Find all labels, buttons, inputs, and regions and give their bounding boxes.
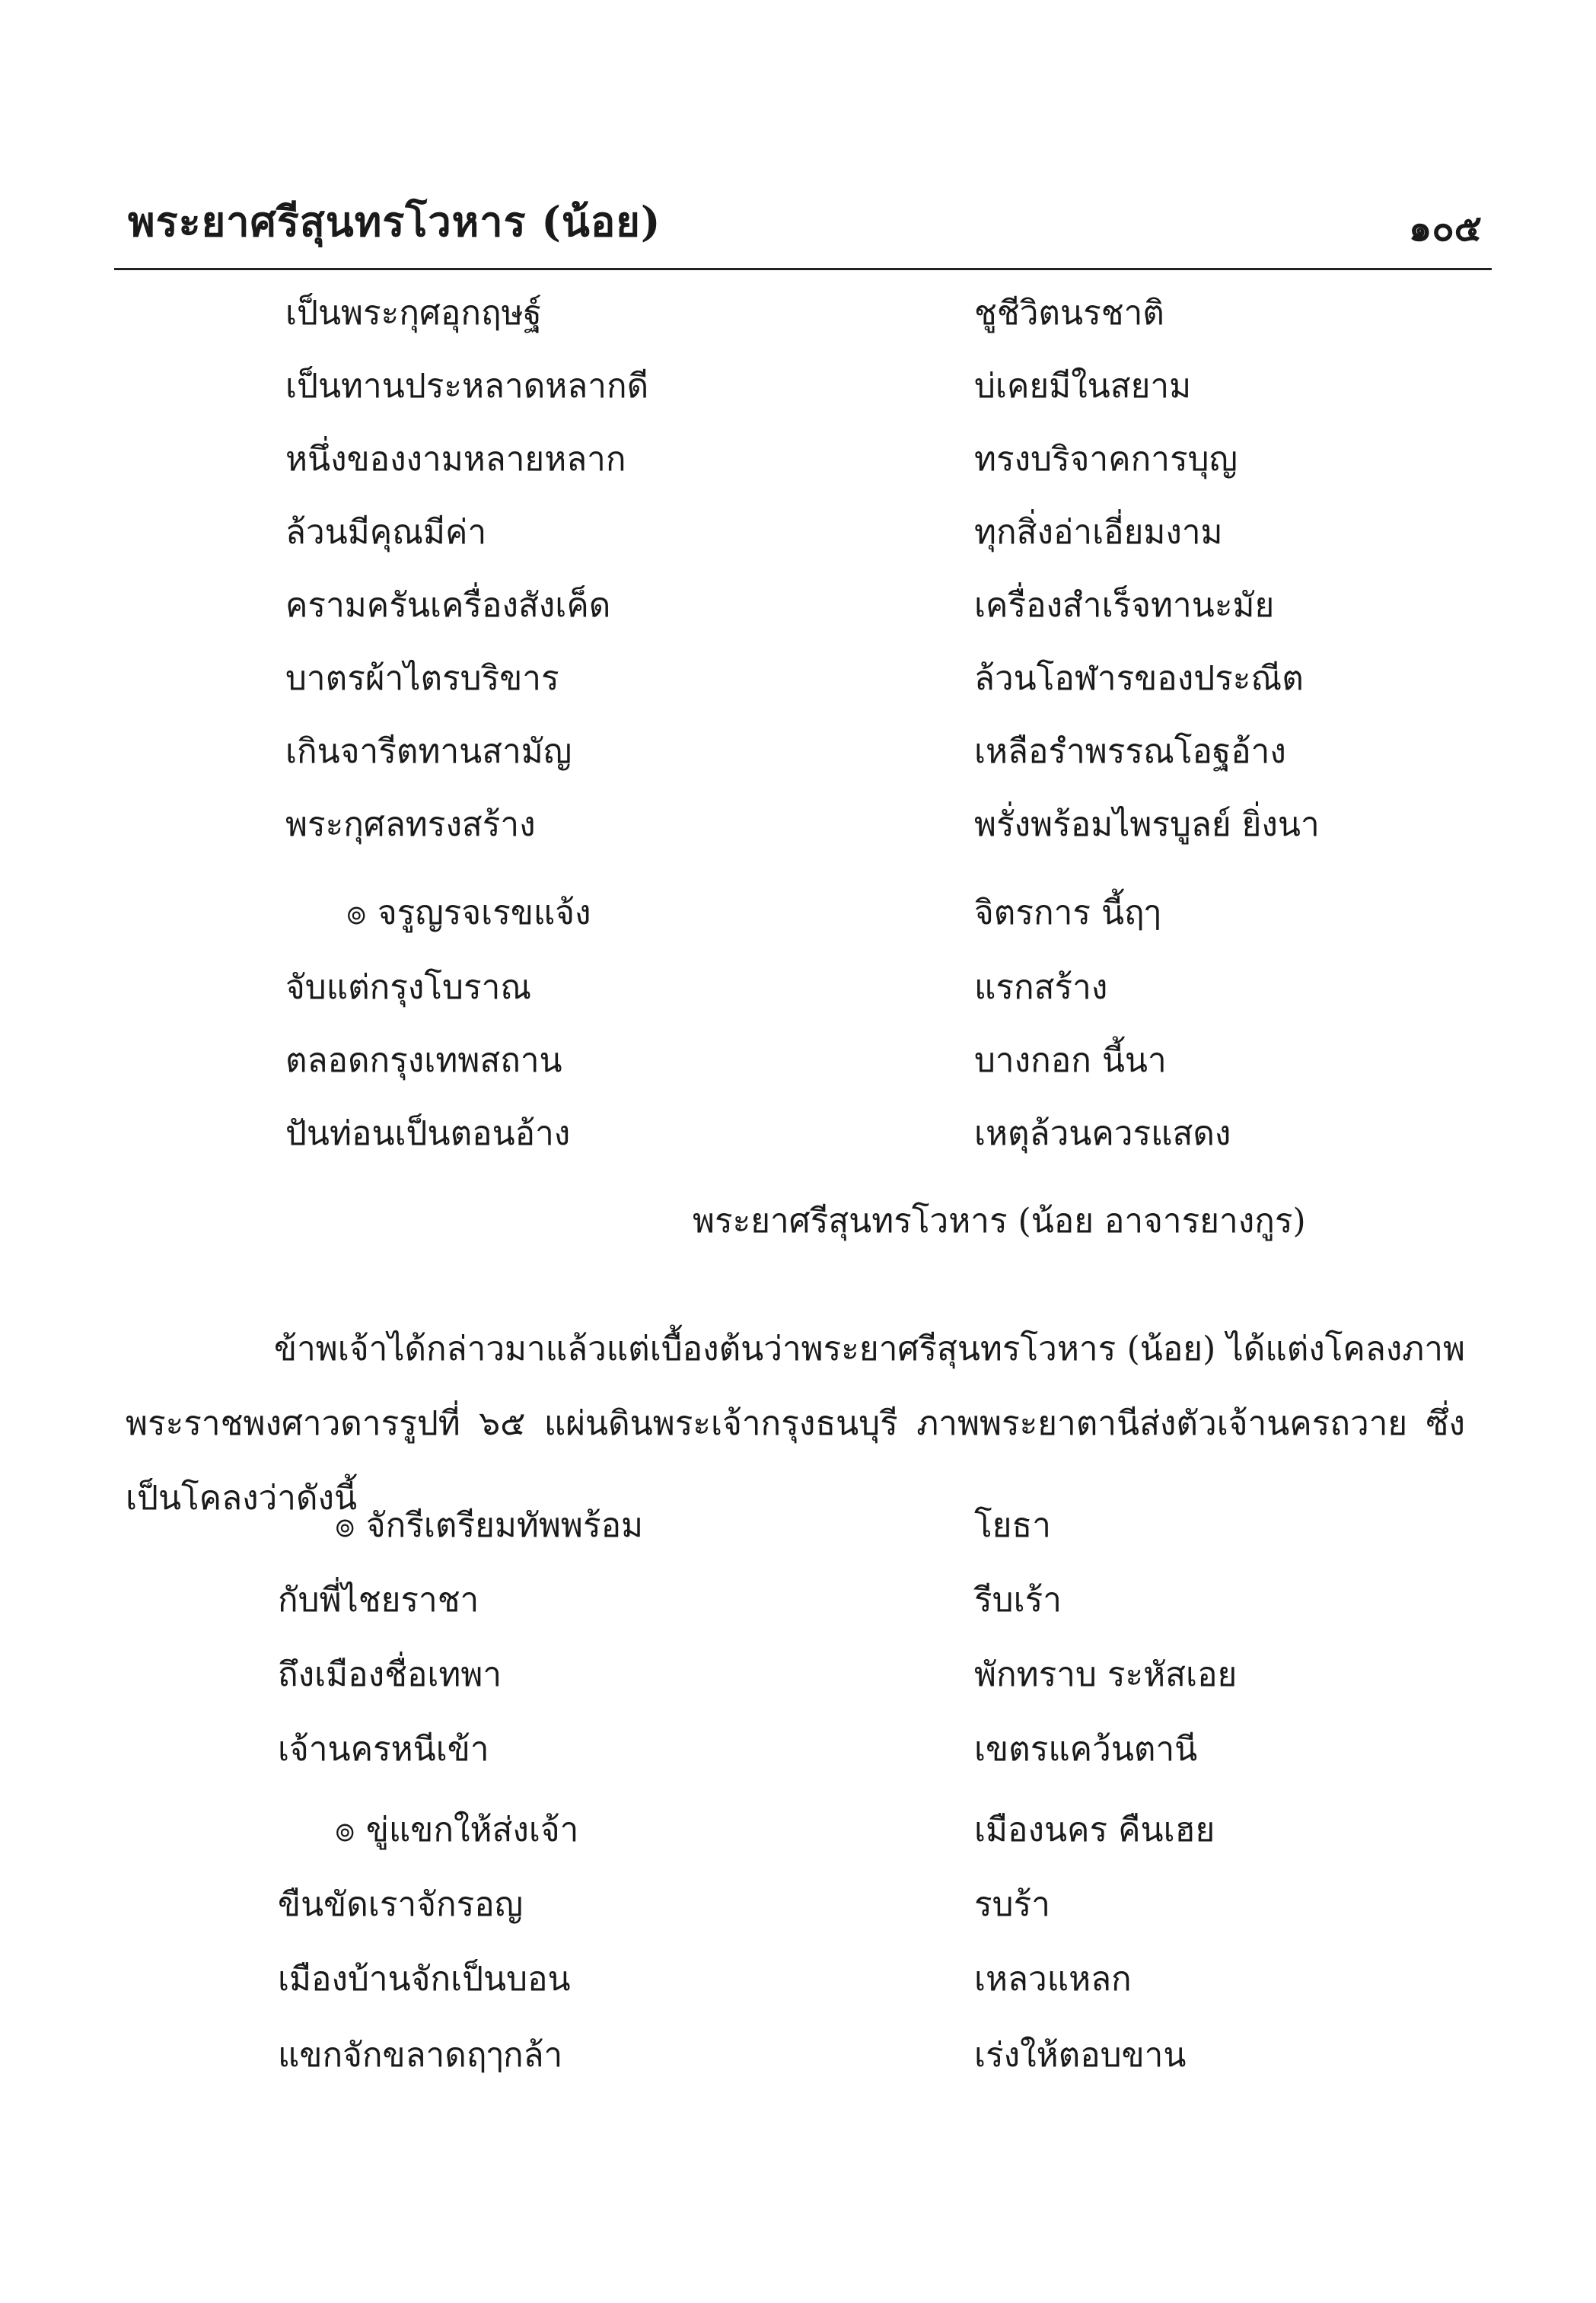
verse-line xyxy=(0,875,1596,951)
verse-line xyxy=(0,495,1596,571)
verse-right: ทรงบริจาคการบุญ xyxy=(974,440,1238,479)
verse-left: เมืองบ้านจักเป็นบอน xyxy=(278,1960,571,1999)
verse-line xyxy=(0,568,1596,644)
verse-left: เจ้านครหนีเข้า xyxy=(278,1730,489,1769)
verse-line xyxy=(0,276,1596,352)
verse-left: บาตรผ้าไตรบริขาร xyxy=(285,659,559,698)
verse-right: จิตรการ นี้ฤๅ xyxy=(974,893,1161,932)
verse-left: ๏ จักรีเตรียมทัพพร้อม xyxy=(335,1506,644,1545)
attribution: พระยาศรีสุนทรโวหาร (น้อย อาจารยางกูร) xyxy=(693,1202,1306,1241)
verse-line xyxy=(0,1488,1596,1564)
verse-left: ๏ ขู่แขกให้ส่งเจ้า xyxy=(335,1811,579,1849)
running-title: พระยาศรีสุนทรโวหาร (น้อย) xyxy=(128,197,661,246)
body-paragraph: ข้าพเจ้าได้กล่าวมาแล้วแต่เบื้องต้นว่าพระยาศรีสุนทรโวหาร (น้อย) ได้แต่งโคลงภาพพระราชพงศาวดารรูปที่ ๖๕ แผ่นดินพระเจ้ากรุงธนบุรี ภาพพระยาตานีส่งตัวเจ้านครถวาย ซึ่งเป็นโคลงว่าดังนี้ xyxy=(126,1330,1465,1518)
verse-left: แขกจักขลาดฤๅกล้า xyxy=(278,2036,563,2075)
verse-right: บางกอก นี้นา xyxy=(974,1041,1167,1080)
verse-left: ขืนขัดเราจักรอญ xyxy=(278,1885,524,1924)
verse-left: เป็นทานประหลาดหลากดี xyxy=(285,367,649,406)
page-number: ๑๐๕ xyxy=(1408,207,1482,250)
verse-right: รบร้า xyxy=(974,1885,1050,1924)
verse-line xyxy=(0,1941,1596,2018)
verse-left: กับพี่ไชยราชา xyxy=(278,1581,479,1620)
verse-line xyxy=(0,1096,1596,1172)
verse-right: เร่งให้ตอบขาน xyxy=(974,2036,1187,2075)
verse-left: ถึงเมืองชื่อเทพา xyxy=(278,1655,502,1694)
verse-left: เป็นพระกุศอุกฤษฐ์ xyxy=(285,294,542,333)
verse-line xyxy=(0,1792,1596,1868)
verse-left: ปันท่อนเป็นตอนอ้าง xyxy=(285,1114,571,1153)
verse-line xyxy=(0,950,1596,1026)
verse-line xyxy=(0,641,1596,717)
verse-line xyxy=(0,2018,1596,2094)
verse-right: เหลือรำพรรณโอฐอ้าง xyxy=(974,732,1286,771)
verse-right: ชูชีวิตนรชาติ xyxy=(974,294,1164,333)
verse-line xyxy=(0,1562,1596,1639)
verse-left: ล้วนมีคุณมีค่า xyxy=(285,513,487,552)
verse-left: เกินจารีตทานสามัญ xyxy=(285,732,572,771)
verse-right: พรั่งพร้อมไพรบูลย์ ยิ่งนา xyxy=(974,805,1320,844)
verse-right: โยธา xyxy=(974,1506,1051,1545)
verse-left: หนึ่งของงามหลายหลาก xyxy=(285,440,626,479)
verse-right: เครื่องสำเร็จทานะมัย xyxy=(974,586,1275,625)
verse-line xyxy=(0,1867,1596,1943)
verse-right: เหลวแหลก xyxy=(974,1960,1132,1999)
verse-right: ทุกสิ่งอ่าเอี่ยมงาม xyxy=(974,513,1223,552)
verse-right: พักทราบ ระหัสเอย xyxy=(974,1655,1238,1694)
header-rule xyxy=(114,268,1492,270)
verse-right: เมืองนคร คืนเฮย xyxy=(974,1811,1215,1849)
verse-line xyxy=(0,1637,1596,1713)
verse-line xyxy=(0,787,1596,863)
verse-left: พระกุศลทรงสร้าง xyxy=(285,805,536,844)
verse-line xyxy=(0,349,1596,425)
verse-right: ล้วนโอฬารของประณีต xyxy=(974,659,1304,698)
verse-left: จับแต่กรุงโบราณ xyxy=(285,968,532,1007)
verse-right: เหตุล้วนควรแสดง xyxy=(974,1114,1231,1153)
verse-line xyxy=(0,1023,1596,1099)
verse-right: รีบเร้า xyxy=(974,1581,1062,1620)
verse-left: ครามครันเครื่องสังเค็ด xyxy=(285,586,611,625)
verse-right: เขตรแคว้นตานี xyxy=(974,1730,1198,1769)
verse-line xyxy=(0,422,1596,498)
verse-right: แรกสร้าง xyxy=(974,968,1108,1007)
verse-line xyxy=(0,1712,1596,1788)
verse-right: บ่เคยมีในสยาม xyxy=(974,367,1192,406)
verse-left: ตลอดกรุงเทพสถาน xyxy=(285,1041,562,1080)
verse-left: ๏ จรูญรจเรขแจ้ง xyxy=(346,893,591,932)
verse-line xyxy=(0,714,1596,790)
